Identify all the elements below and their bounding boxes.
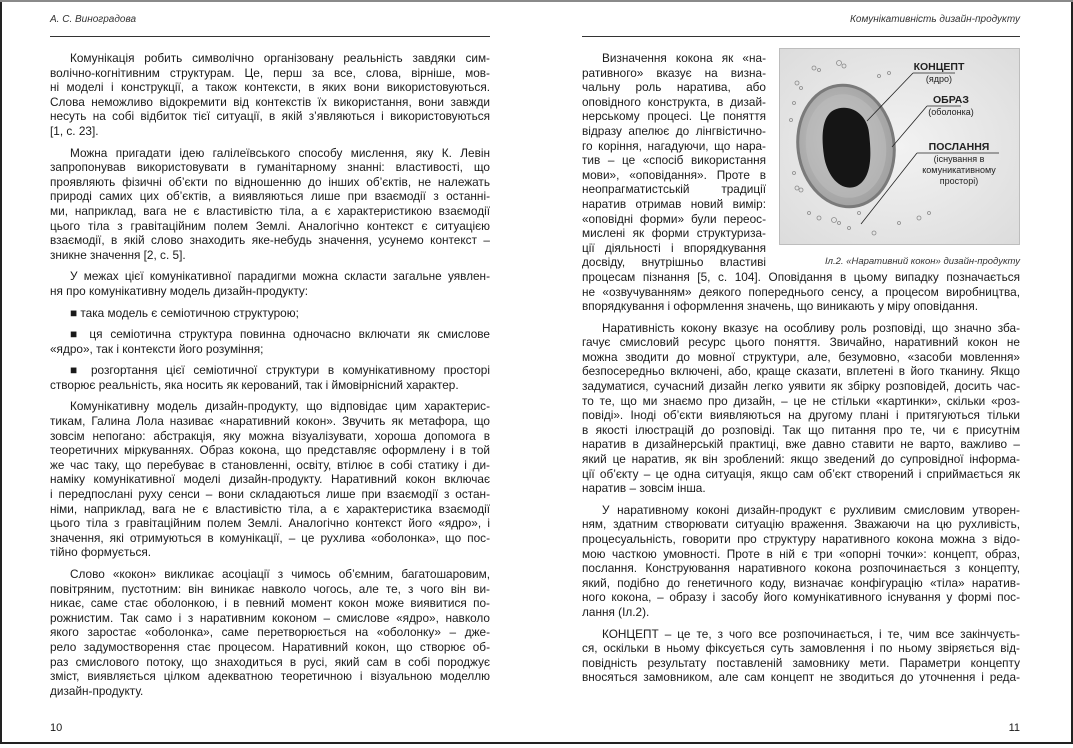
text-line: проявляють фізичні об’єкти по відношенню до інших об’єктів, не належать [50, 174, 490, 189]
text-line: тійно формується. [50, 545, 152, 560]
text-line: ного кокона, – образу і засобу його комунікативного існування у формі пос- [582, 590, 1020, 605]
text-line: взаємодії, в якій слово знаходить яке-небудь значення, усунемо контекст – [50, 233, 490, 248]
text-line: ■ розгортання цієї семіотичної структури в комунікативному просторі [70, 363, 490, 378]
text-line: никає, саме стає оболонкою, і в певний момент кокон може виявитися по- [50, 596, 490, 611]
text-line: можна зводити до мовної структури, але, безумовно, «засоби мовлення» [582, 349, 1020, 364]
left-page-body [50, 51, 490, 698]
text-line: ням, здатним створювати ситуацію враження. Зважаючи на цю рухливість, [582, 517, 1020, 532]
text-line: го коріння, нагадуючи, що нара- [582, 138, 766, 153]
bullet-item [50, 306, 490, 321]
page-number: 10 [50, 722, 63, 734]
text-line: процесам пізнання [5, с. 104]. Оповідання в цьому випадку позначається [582, 269, 1020, 284]
text-line: відразу апелює до лінгвістично- [582, 123, 766, 138]
text-line: зникне значення [2, с. 5]. [50, 247, 186, 262]
text-line: гачує смисловий ресурс цього поняття. Звичайно, наративний кокон не [582, 335, 1020, 350]
text-line: зовсім непогано: абстракція, яку можна візуалізувати, хороша допомога в [50, 428, 490, 443]
paragraph [50, 51, 490, 139]
right-page [537, 2, 1073, 744]
paragraph [50, 399, 490, 560]
header-rule [582, 36, 1020, 37]
label-message-sub: просторі) [939, 176, 979, 186]
text-line: значення, які отримуються в комунікації, – це рухлива «оболонка», що пос- [50, 530, 490, 545]
text-line: ■ ця семіотична структура повинна одночасно включати як смислове [70, 327, 490, 342]
text-line: процесуальність, говорити про структуру наративного кокона можна з відо- [582, 532, 1020, 546]
text-line: вносяться замовником, але сам концепт не зводиться до уточнення і реда- [582, 670, 1020, 685]
paragraph [50, 146, 490, 263]
running-head-author: А. С. Виноградова [50, 14, 137, 25]
right-page-body [582, 51, 1020, 685]
text-line: природі самих цих об’єктів, а виявляються лише при взаємодії з останні- [50, 189, 490, 204]
text-line: послання. Конструювання наративного кокона розпочинається з концепту, [582, 561, 1020, 576]
text-line: якого заростає «оболонка», саме перетворюється на «оболонку» – дже- [50, 625, 490, 640]
text-line: чальну роль наратива, або [582, 80, 766, 95]
text-line: дизайн-продукту. [50, 683, 144, 698]
text-line: наратив – зовсім інша. [582, 481, 706, 496]
label-image-sub: (оболонка) [928, 107, 974, 117]
bullet-item [50, 327, 490, 356]
text-line: Наративність кокону вказує на особливу роль розповіді, що значно зба- [602, 320, 1020, 335]
left-page [0, 2, 537, 744]
text-line: ня про комунікативну модель дизайн-продукту: [50, 283, 309, 298]
text-line: мови», «оповідання». Проте в [582, 167, 766, 182]
text-line: повідність результату поставленій замовнику мети. Параметри концепту [582, 655, 1020, 670]
text-line: неопрагматистській традиції [582, 182, 766, 197]
label-concept-sub: (ядро) [925, 74, 953, 84]
text-line: мислені як форми структуриза- [582, 226, 766, 241]
bullet-item [50, 363, 490, 392]
text-line: в якості ілюстрацій до розповіді. Так що питання про те, чи є присутнім [582, 422, 1020, 437]
text-line: раз смислового потоку, що знаходиться в русі, який сам в собі породжує [50, 654, 490, 669]
text-line: [1, с. 23]. [50, 123, 99, 138]
text-line: мою часткою умовності. Проте в ній є три «опорні точки»: концепт, образ, [582, 546, 1020, 561]
text-line: «ядро», так і контексти його розуміння; [50, 341, 264, 356]
text-line: Слова неможливо відокремити від контекстів їх використання, вони завжди [50, 94, 490, 109]
text-line: У межах цієї комунікативної парадигми можна скласти загальне уявлен- [70, 269, 490, 284]
text-line: Слово «кокон» викликає асоціації з чимось об’ємним, багатошаровим, [70, 567, 490, 581]
text-line: німи, наприклад, вага не є властивістю тіла, а є характеристика взаємодії [50, 501, 490, 516]
text-line: лання (Іл.2). [582, 604, 650, 619]
text-line: наратив отримав новий вимір: [582, 196, 766, 211]
text-line: ції об’єкту – це одна ситуація, якщо сам об’єкт створений і сприймається як [582, 466, 1020, 481]
text-line: задуматися, сучасний дизайн легко уявити як збірку розповідей, досить час- [582, 379, 1020, 394]
text-line: тикам, Галина Лола називає «наративний кокон». Звучить як метафора, що [50, 414, 490, 429]
running-head-title: Комунікативність дизайн-продукту [850, 14, 1020, 25]
text-line: впорядкування і оформлення значень, що виникають у міру оповідання. [582, 299, 979, 314]
text-line: цього тіла з гравітаційним полем Землі. Аналогічно контекст його «ядро», і [50, 516, 490, 531]
label-message-sub: (існування в [933, 154, 985, 164]
text-line: рело задумостворення стає процесом. Наративний кокон, що створює об- [50, 639, 490, 654]
paragraph [50, 269, 490, 298]
figure-caption: Іл.2. «Наративний кокон» дизайн-продукту [824, 256, 1020, 267]
text-line: тив – це «спосіб використання [582, 153, 766, 168]
text-line: теоретичних міркуваннях. Образ кокона, що представляє оформлену і в той [50, 443, 490, 458]
text-line: цього тіла з гравітаційним полем Землі. Аналогічно контекст є ситуацією [50, 218, 490, 233]
text-line: У наративному коконі дизайн-продукт є рухливим смисловим утворен- [602, 502, 1020, 517]
paragraph [582, 51, 1020, 314]
text-line: наміку комунікативної моделі дизайн-продукту. Наративний кокон включає [50, 472, 490, 487]
text-line: ні моделі і конструкції, а також контексти, в яких вони використовуються. [50, 80, 490, 95]
text-line: і передпослані руху сенси – вони складаються лише при взаємодії з остан- [50, 487, 490, 502]
text-line: ■ така модель є семіотичною структурою; [70, 305, 299, 320]
text-line: Визначення кокона як «на- [602, 51, 766, 65]
text-line: Комунікативну модель дизайн-продукту, що відповідає цим характерис- [70, 399, 490, 414]
paragraph [582, 321, 1020, 496]
text-line: волічно-когнітивним структурам. Це, перш за все, слова, вірніше, мов- [50, 65, 490, 80]
label-message-sub: комуникативному [922, 165, 996, 175]
label-message: ПОСЛАННЯ [928, 141, 990, 153]
paragraph [582, 627, 1020, 685]
text-line: ції діяльності і впорядкування [582, 240, 766, 255]
text-line: не «озвучуванням» деякого попереднього сенсу, а процесом виробництва, [582, 284, 1020, 299]
text-line: же час таку, що перебуває в становленні, освіту, втілює в собі статику і ди- [50, 457, 490, 472]
text-line: ративного» вказує на визна- [582, 65, 766, 80]
text-line: несуть на собі відбиток тієї ситуації, в якій з’являються і використовуються [50, 109, 490, 124]
text-line: досвіду, внутрішньо властиві [582, 255, 766, 270]
text-line: створює реальність, яка носить як керований, так і ймовірнісний характер. [50, 377, 459, 392]
text-line: безпосередньо включені, або, краще сказати, вплетені в його тканину. Якщо [582, 364, 1020, 379]
text-line: повітряним, пустотним: він виникає навколо чогось, але те, з чого він ви- [50, 581, 490, 596]
page-number: 11 [1008, 722, 1020, 734]
text-line: ми, наприклад, вага не є властивістю тіла, а є характеристикою взаємодії [50, 203, 490, 218]
text-line: оповідного конструкта, в дизай- [582, 94, 766, 109]
text-line: ся, оскільки в ньому фіксується суть замовлення і по ньому звіряється від- [582, 641, 1020, 656]
text-line: нерському процесі. Це поняття [582, 109, 766, 124]
text-line: Можна пригадати ідею галілеївського способу мислення, яку К. Левін [70, 145, 490, 160]
text-line: зміст, виявляється цілком адекватною теоретичною і візуальною моделлю [50, 669, 490, 684]
text-line: який це наратив, як він зроблений: якщо зведений до супровідної інформа- [582, 452, 1020, 467]
paragraph [50, 567, 490, 698]
label-image: ОБРАЗ [933, 94, 969, 106]
text-line: який, подібно до генетичного коду, визначає конфігурацію «тіла» наратив- [582, 575, 1020, 590]
text-line: рожнистим. Так само і з наративним коконом – смислове «ядро», навколо [50, 610, 490, 625]
label-concept: КОНЦЕПТ [913, 61, 965, 73]
header-rule [50, 36, 490, 37]
text-line: КОНЦЕПТ – це те, з чого все розпочинається, і те, чим все закінчуєть- [602, 626, 1020, 641]
text-line: запропонував використовувати в гуманітарному знанні: властивості, що [50, 160, 490, 175]
paragraph [582, 503, 1020, 620]
text-line: то те, що ми знаємо про дизайн, – це не стільки «картинки», скільки «роз- [582, 393, 1020, 408]
text-line: «оповідні форми» були переос- [582, 211, 766, 226]
text-line: наратив в дизайнерській практиці, вже давно ставити не варто, важливо – [582, 437, 1020, 452]
text-line: повіді». Іноді об’єкти виявляються на другому плані і притягуються тільки [582, 408, 1020, 423]
text-line: Комунікація робить символічно організовану реальність завдяки сим- [70, 51, 490, 65]
